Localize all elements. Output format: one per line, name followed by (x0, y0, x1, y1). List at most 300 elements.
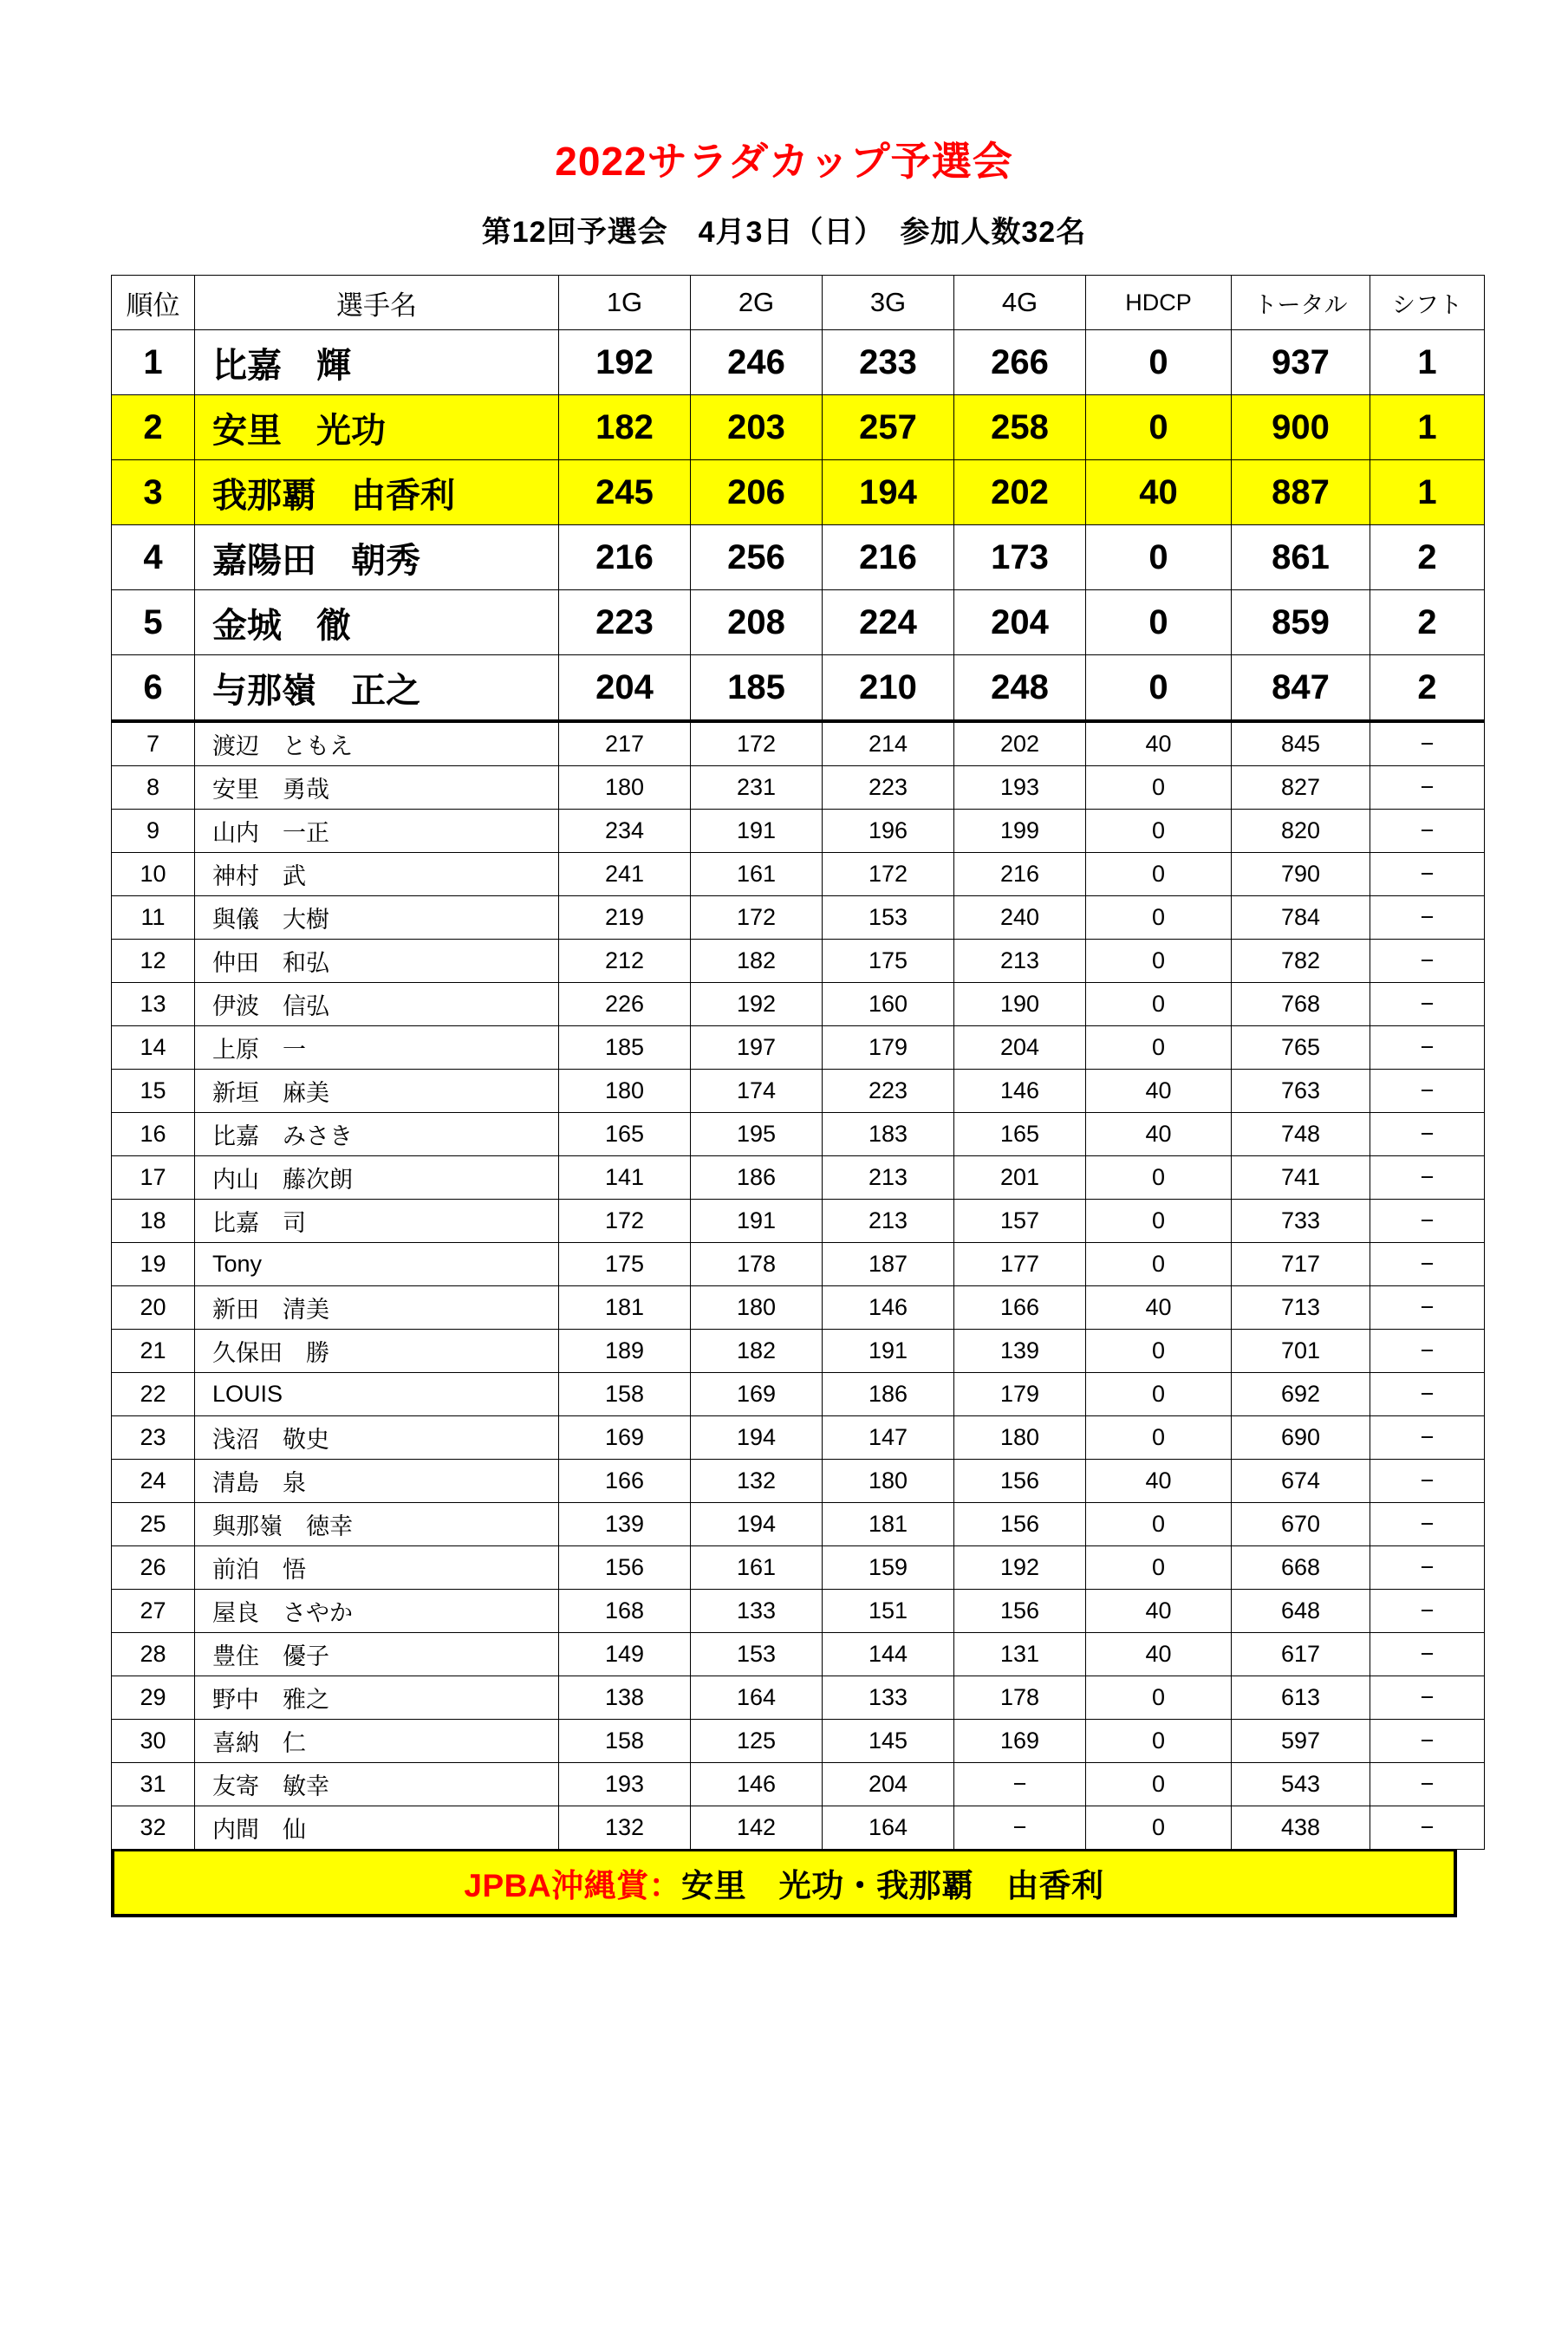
cell-game2: 197 (691, 1026, 823, 1070)
cell-player-name: 清島 泉 (195, 1460, 559, 1503)
cell-total: 768 (1232, 983, 1370, 1026)
cell-total: 648 (1232, 1590, 1370, 1633)
cell-game3: 159 (823, 1546, 954, 1590)
table-row (112, 940, 1485, 983)
cell-game2: 186 (691, 1156, 823, 1200)
cell-game4: 156 (954, 1590, 1086, 1633)
cell-total: 713 (1232, 1286, 1370, 1330)
cell-shift: − (1370, 896, 1485, 940)
cell-game2: 169 (691, 1373, 823, 1416)
cell-player-name: 新田 清美 (195, 1286, 559, 1330)
table-row (112, 1330, 1485, 1373)
cell-hdcp: 0 (1086, 1200, 1232, 1243)
header-g2: 2G (691, 276, 823, 330)
cell-total: 617 (1232, 1633, 1370, 1676)
cell-game4: 180 (954, 1416, 1086, 1460)
cell-player-name: 浅沼 敬史 (195, 1416, 559, 1460)
cell-game3: 216 (823, 525, 954, 590)
cell-player-name: 内間 仙 (195, 1806, 559, 1850)
cell-hdcp: 0 (1086, 853, 1232, 896)
cell-hdcp: 40 (1086, 1113, 1232, 1156)
cell-shift: − (1370, 853, 1485, 896)
cell-game1: 216 (559, 525, 691, 590)
table-row (112, 395, 1485, 460)
cell-game1: 185 (559, 1026, 691, 1070)
cell-game2: 178 (691, 1243, 823, 1286)
cell-game3: 213 (823, 1200, 954, 1243)
header-shift: シフト (1370, 276, 1485, 330)
cell-game1: 165 (559, 1113, 691, 1156)
cell-rank: 19 (112, 1243, 195, 1286)
cell-game2: 231 (691, 766, 823, 810)
cell-total: 820 (1232, 810, 1370, 853)
cell-hdcp: 0 (1086, 1546, 1232, 1590)
cell-rank: 15 (112, 1070, 195, 1113)
cell-hdcp: 0 (1086, 896, 1232, 940)
cell-rank: 30 (112, 1720, 195, 1763)
cell-player-name: 豊住 優子 (195, 1633, 559, 1676)
cell-hdcp: 0 (1086, 1330, 1232, 1373)
cell-game4: 131 (954, 1633, 1086, 1676)
cell-total: 733 (1232, 1200, 1370, 1243)
cell-game2: 172 (691, 896, 823, 940)
cell-game2: 164 (691, 1676, 823, 1720)
page-subtitle: 第12回予選会 4月3日（日） 参加人数32名 (481, 216, 1087, 249)
cell-player-name: 前泊 悟 (195, 1546, 559, 1590)
table-row (112, 1633, 1485, 1676)
cell-player-name: 内山 藤次朗 (195, 1156, 559, 1200)
cell-game1: 158 (559, 1720, 691, 1763)
cell-player-name: 我那覇 由香利 (195, 460, 559, 525)
cell-game1: 139 (559, 1503, 691, 1546)
cell-game1: 158 (559, 1373, 691, 1416)
cell-total: 859 (1232, 590, 1370, 655)
cell-game3: 196 (823, 810, 954, 853)
cell-game4: 204 (954, 590, 1086, 655)
cell-rank: 22 (112, 1373, 195, 1416)
cell-shift: − (1370, 1026, 1485, 1070)
cell-game4: 169 (954, 1720, 1086, 1763)
cell-shift: − (1370, 1243, 1485, 1286)
cell-shift: − (1370, 1200, 1485, 1243)
cell-game2: 182 (691, 940, 823, 983)
table-row (112, 1546, 1485, 1590)
cell-player-name: 喜納 仁 (195, 1720, 559, 1763)
cell-game4: 173 (954, 525, 1086, 590)
cell-game2: 146 (691, 1763, 823, 1806)
cell-game3: 186 (823, 1373, 954, 1416)
cell-shift: − (1370, 721, 1485, 766)
cell-rank: 23 (112, 1416, 195, 1460)
cell-game2: 132 (691, 1460, 823, 1503)
cell-game4: 266 (954, 330, 1086, 395)
cell-game3: 133 (823, 1676, 954, 1720)
header-g4: 4G (954, 276, 1086, 330)
cell-rank: 17 (112, 1156, 195, 1200)
table-header (112, 276, 1485, 330)
cell-game2: 182 (691, 1330, 823, 1373)
cell-rank: 13 (112, 983, 195, 1026)
cell-game3: 214 (823, 721, 954, 766)
cell-game3: 223 (823, 766, 954, 810)
cell-rank: 1 (112, 330, 195, 395)
cell-hdcp: 0 (1086, 590, 1232, 655)
cell-game1: 182 (559, 395, 691, 460)
cell-game2: 125 (691, 1720, 823, 1763)
cell-game4: 202 (954, 721, 1086, 766)
cell-player-name: 比嘉 司 (195, 1200, 559, 1243)
cell-game1: 245 (559, 460, 691, 525)
cell-game1: 138 (559, 1676, 691, 1720)
table-row (112, 525, 1485, 590)
cell-shift: − (1370, 1806, 1485, 1850)
cell-game2: 203 (691, 395, 823, 460)
cell-game1: 234 (559, 810, 691, 853)
cell-game2: 174 (691, 1070, 823, 1113)
cell-total: 900 (1232, 395, 1370, 460)
cell-game3: 204 (823, 1763, 954, 1806)
cell-shift: − (1370, 1330, 1485, 1373)
table-row (112, 983, 1485, 1026)
table-row (112, 1200, 1485, 1243)
table-row (112, 590, 1485, 655)
cell-hdcp: 0 (1086, 940, 1232, 983)
cell-hdcp: 0 (1086, 766, 1232, 810)
award-winners: 安里 光功・我那覇 由香利 (681, 1868, 1104, 1903)
table-row (112, 896, 1485, 940)
cell-hdcp: 0 (1086, 983, 1232, 1026)
cell-shift: − (1370, 1546, 1485, 1590)
table-row (112, 1113, 1485, 1156)
cell-game3: 153 (823, 896, 954, 940)
cell-game2: 206 (691, 460, 823, 525)
cell-hdcp: 40 (1086, 1286, 1232, 1330)
cell-total: 717 (1232, 1243, 1370, 1286)
cell-total: 782 (1232, 940, 1370, 983)
cell-shift: − (1370, 1113, 1485, 1156)
cell-shift: 1 (1370, 330, 1485, 395)
cell-game3: 180 (823, 1460, 954, 1503)
cell-game4: 156 (954, 1503, 1086, 1546)
cell-shift: − (1370, 940, 1485, 983)
header-rank: 順位 (112, 276, 195, 330)
cell-game1: 168 (559, 1590, 691, 1633)
results-table (111, 275, 1485, 1850)
cell-rank: 2 (112, 395, 195, 460)
cell-game3: 210 (823, 655, 954, 722)
cell-hdcp: 0 (1086, 330, 1232, 395)
table-row (112, 1156, 1485, 1200)
cell-game4: 248 (954, 655, 1086, 722)
cell-rank: 11 (112, 896, 195, 940)
table-row (112, 810, 1485, 853)
cell-game1: 169 (559, 1416, 691, 1460)
cell-game1: 172 (559, 1200, 691, 1243)
cell-hdcp: 40 (1086, 460, 1232, 525)
cell-rank: 24 (112, 1460, 195, 1503)
cell-rank: 5 (112, 590, 195, 655)
table-row (112, 1416, 1485, 1460)
cell-shift: − (1370, 1590, 1485, 1633)
cell-hdcp: 0 (1086, 395, 1232, 460)
cell-game2: 194 (691, 1416, 823, 1460)
cell-hdcp: 40 (1086, 1590, 1232, 1633)
cell-game4: 157 (954, 1200, 1086, 1243)
cell-player-name: Tony (195, 1243, 559, 1286)
cell-game2: 153 (691, 1633, 823, 1676)
cell-rank: 6 (112, 655, 195, 722)
cell-game1: 241 (559, 853, 691, 896)
table-row (112, 766, 1485, 810)
cell-hdcp: 40 (1086, 1633, 1232, 1676)
cell-game3: 179 (823, 1026, 954, 1070)
header-player: 選手名 (195, 276, 559, 330)
document-page (0, 130, 1568, 2349)
cell-shift: − (1370, 1070, 1485, 1113)
cell-game4: 216 (954, 853, 1086, 896)
cell-game1: 204 (559, 655, 691, 722)
cell-rank: 10 (112, 853, 195, 896)
cell-game3: 257 (823, 395, 954, 460)
cell-game4: 177 (954, 1243, 1086, 1286)
table-row (112, 1763, 1485, 1806)
cell-total: 613 (1232, 1676, 1370, 1720)
cell-game3: 181 (823, 1503, 954, 1546)
cell-player-name: 与那嶺 正之 (195, 655, 559, 722)
cell-shift: − (1370, 810, 1485, 853)
cell-total: 438 (1232, 1806, 1370, 1850)
cell-game4: 178 (954, 1676, 1086, 1720)
cell-total: 784 (1232, 896, 1370, 940)
cell-total: 674 (1232, 1460, 1370, 1503)
cell-rank: 28 (112, 1633, 195, 1676)
cell-game2: 180 (691, 1286, 823, 1330)
cell-hdcp: 0 (1086, 1243, 1232, 1286)
cell-player-name: 安里 勇哉 (195, 766, 559, 810)
cell-game3: 224 (823, 590, 954, 655)
cell-rank: 27 (112, 1590, 195, 1633)
cell-game1: 219 (559, 896, 691, 940)
cell-game2: 172 (691, 721, 823, 766)
cell-hdcp: 0 (1086, 1676, 1232, 1720)
cell-game4: 213 (954, 940, 1086, 983)
table-body (112, 330, 1485, 1850)
cell-shift: − (1370, 983, 1485, 1026)
cell-total: 847 (1232, 655, 1370, 722)
table-row (112, 853, 1485, 896)
cell-shift: 1 (1370, 395, 1485, 460)
cell-rank: 4 (112, 525, 195, 590)
cell-hdcp: 0 (1086, 1720, 1232, 1763)
cell-game1: 193 (559, 1763, 691, 1806)
cell-total: 937 (1232, 330, 1370, 395)
cell-player-name: 與那嶺 徳幸 (195, 1503, 559, 1546)
cell-hdcp: 0 (1086, 1156, 1232, 1200)
cell-hdcp: 0 (1086, 655, 1232, 722)
cell-game1: 132 (559, 1806, 691, 1850)
table-header-row (112, 276, 1485, 330)
table-row (112, 1806, 1485, 1850)
cell-hdcp: 0 (1086, 1373, 1232, 1416)
cell-game2: 161 (691, 853, 823, 896)
cell-total: 701 (1232, 1330, 1370, 1373)
cell-game2: 142 (691, 1806, 823, 1850)
cell-total: 741 (1232, 1156, 1370, 1200)
cell-rank: 9 (112, 810, 195, 853)
cell-shift: − (1370, 1460, 1485, 1503)
cell-hdcp: 40 (1086, 1460, 1232, 1503)
header-hdcp: HDCP (1086, 276, 1232, 330)
cell-rank: 20 (112, 1286, 195, 1330)
table-row (112, 1676, 1485, 1720)
cell-game1: 217 (559, 721, 691, 766)
cell-shift: − (1370, 1503, 1485, 1546)
cell-hdcp: 0 (1086, 1503, 1232, 1546)
cell-game4: 139 (954, 1330, 1086, 1373)
header-g1: 1G (559, 276, 691, 330)
cell-game3: 191 (823, 1330, 954, 1373)
cell-game2: 195 (691, 1113, 823, 1156)
cell-shift: 2 (1370, 655, 1485, 722)
cell-shift: 2 (1370, 525, 1485, 590)
cell-game1: 180 (559, 766, 691, 810)
cell-total: 845 (1232, 721, 1370, 766)
cell-game3: 194 (823, 460, 954, 525)
table-row (112, 655, 1485, 722)
cell-rank: 12 (112, 940, 195, 983)
cell-total: 765 (1232, 1026, 1370, 1070)
cell-game4: − (954, 1763, 1086, 1806)
cell-shift: − (1370, 1156, 1485, 1200)
table-row (112, 1590, 1485, 1633)
header-total: トータル (1232, 276, 1370, 330)
cell-game4: 202 (954, 460, 1086, 525)
cell-game1: 223 (559, 590, 691, 655)
cell-game1: 156 (559, 1546, 691, 1590)
cell-rank: 26 (112, 1546, 195, 1590)
cell-game3: 160 (823, 983, 954, 1026)
cell-game2: 185 (691, 655, 823, 722)
cell-game1: 181 (559, 1286, 691, 1330)
cell-game2: 246 (691, 330, 823, 395)
cell-rank: 21 (112, 1330, 195, 1373)
cell-player-name: 上原 一 (195, 1026, 559, 1070)
table-row (112, 1286, 1485, 1330)
table-row (112, 1373, 1485, 1416)
table-row (112, 1026, 1485, 1070)
cell-game4: 165 (954, 1113, 1086, 1156)
cell-game2: 208 (691, 590, 823, 655)
cell-game4: 258 (954, 395, 1086, 460)
cell-game3: 164 (823, 1806, 954, 1850)
cell-player-name: 仲田 和弘 (195, 940, 559, 983)
cell-shift: − (1370, 1633, 1485, 1676)
cell-shift: − (1370, 1416, 1485, 1460)
cell-game3: 175 (823, 940, 954, 983)
cell-game1: 180 (559, 1070, 691, 1113)
cell-game4: 179 (954, 1373, 1086, 1416)
table-row (112, 1070, 1485, 1113)
cell-game2: 192 (691, 983, 823, 1026)
cell-game4: 192 (954, 1546, 1086, 1590)
cell-shift: − (1370, 1286, 1485, 1330)
cell-game3: 144 (823, 1633, 954, 1676)
cell-player-name: 嘉陽田 朝秀 (195, 525, 559, 590)
cell-hdcp: 0 (1086, 1806, 1232, 1850)
cell-total: 790 (1232, 853, 1370, 896)
cell-player-name: 金城 徹 (195, 590, 559, 655)
cell-game3: 151 (823, 1590, 954, 1633)
cell-game2: 256 (691, 525, 823, 590)
table-row (112, 1503, 1485, 1546)
cell-total: 543 (1232, 1763, 1370, 1806)
cell-rank: 32 (112, 1806, 195, 1850)
cell-player-name: 比嘉 みさき (195, 1113, 559, 1156)
cell-game1: 189 (559, 1330, 691, 1373)
cell-rank: 25 (112, 1503, 195, 1546)
cell-total: 827 (1232, 766, 1370, 810)
cell-total: 748 (1232, 1113, 1370, 1156)
cell-game4: 156 (954, 1460, 1086, 1503)
cell-hdcp: 0 (1086, 1416, 1232, 1460)
cell-game2: 191 (691, 1200, 823, 1243)
table-row (112, 1720, 1485, 1763)
cell-game3: 187 (823, 1243, 954, 1286)
cell-hdcp: 0 (1086, 1026, 1232, 1070)
cell-shift: − (1370, 1676, 1485, 1720)
cell-game2: 161 (691, 1546, 823, 1590)
cell-game1: 192 (559, 330, 691, 395)
cell-shift: − (1370, 766, 1485, 810)
cell-game1: 141 (559, 1156, 691, 1200)
cell-rank: 8 (112, 766, 195, 810)
cell-player-name: 伊波 信弘 (195, 983, 559, 1026)
cell-hdcp: 40 (1086, 721, 1232, 766)
cell-game3: 183 (823, 1113, 954, 1156)
cell-game4: 199 (954, 810, 1086, 853)
cell-game3: 146 (823, 1286, 954, 1330)
cell-rank: 29 (112, 1676, 195, 1720)
cell-total: 692 (1232, 1373, 1370, 1416)
cell-total: 597 (1232, 1720, 1370, 1763)
cell-shift: 1 (1370, 460, 1485, 525)
cell-shift: − (1370, 1720, 1485, 1763)
cell-total: 861 (1232, 525, 1370, 590)
cell-game4: 201 (954, 1156, 1086, 1200)
cell-game3: 213 (823, 1156, 954, 1200)
cell-hdcp: 0 (1086, 1763, 1232, 1806)
page-title: 2022サラダカップ予選会 (555, 139, 1013, 184)
cell-player-name: 新垣 麻美 (195, 1070, 559, 1113)
cell-player-name: LOUIS (195, 1373, 559, 1416)
cell-player-name: 友寄 敏幸 (195, 1763, 559, 1806)
cell-hdcp: 0 (1086, 810, 1232, 853)
cell-rank: 18 (112, 1200, 195, 1243)
cell-shift: − (1370, 1763, 1485, 1806)
cell-player-name: 山内 一正 (195, 810, 559, 853)
award-footer (111, 1850, 1457, 1917)
cell-player-name: 神村 武 (195, 853, 559, 896)
cell-hdcp: 40 (1086, 1070, 1232, 1113)
table-row (112, 330, 1485, 395)
award-label: JPBA沖縄賞： (464, 1868, 682, 1903)
cell-player-name: 久保田 勝 (195, 1330, 559, 1373)
cell-shift: 2 (1370, 590, 1485, 655)
cell-game3: 147 (823, 1416, 954, 1460)
cell-game2: 191 (691, 810, 823, 853)
cell-rank: 3 (112, 460, 195, 525)
header-g3: 3G (823, 276, 954, 330)
